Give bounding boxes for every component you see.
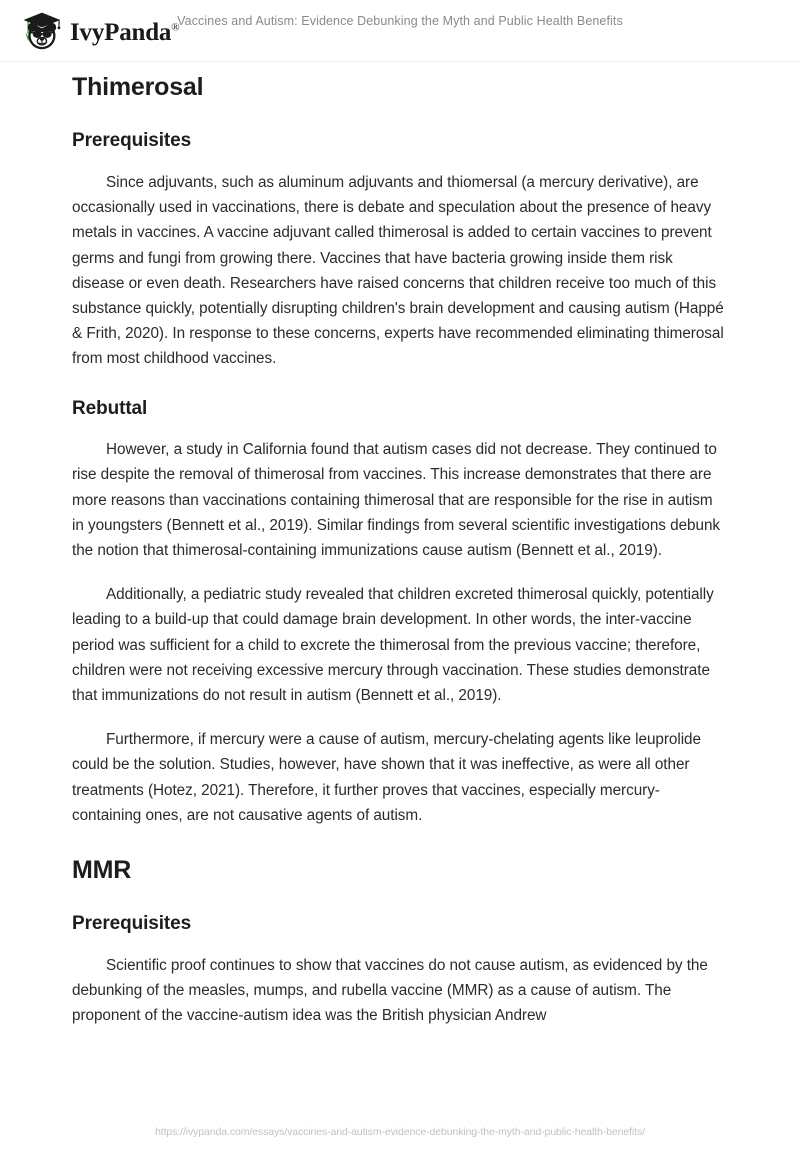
page-header: [0, 0, 800, 62]
paragraph-rebuttal-1: However, a study in California found that autism cases did not decrease. They continued to rise despite the removal of thimerosal from vaccines. This increase demonstrates that there are more reasons than vaccinations containing thimerosal that are responsible for the rise in autism in youngsters (Bennett et al., 2019). Similar findings from several scientific investigations debunk the notion that thimerosal-containing immunizations cause autism (Bennett et al., 2019).: [72, 441, 720, 560]
registered-trademark-icon: ®: [171, 21, 180, 34]
source-url[interactable]: https://ivypanda.com/essays/vaccines-and-autism-evidence-debunking-the-myth-and-public-health-benefits/: [155, 1126, 645, 1138]
brand-name: IvyPanda®: [70, 18, 180, 46]
page-footer: [0, 1116, 800, 1160]
paragraph-rebuttal-3: Furthermore, if mercury were a cause of autism, mercury-chelating agents like leuprolide could be the solution. Studies, however, have shown that it was ineffective, as were all other treatments (Hotez, 2021). Therefore, it further proves that vaccines, especially mercury-containing ones, are not causative agents of autism.: [72, 731, 701, 824]
section-heading-mmr: MMR: [72, 856, 132, 885]
subheading-prerequisites-mmr: Prerequisites: [72, 913, 192, 935]
paragraph-rebuttal-2: Additionally, a pediatric study revealed that children excreted thimerosal quickly, potentially leading to a build-up that could damage brain development. In other words, the inter-vaccine period was sufficient for a child to excrete the thimerosal from the previous vaccine; therefore, children were not receiving excessive mercury through vaccination. These studies demonstrate that immunizations do not result in autism (Bennett et al., 2019).: [72, 586, 714, 705]
paragraph-thimerosal-prerequisites: Since adjuvants, such as aluminum adjuvants and thiomersal (a mercury derivative), are occasionally used in vaccinations, there is debate and speculation about the presence of heavy metals in vaccines. A vaccine adjuvant called thimerosal is added to certain vaccines to prevent germs and fungi from growing there. Vaccines that have bacteria growing inside them risk disease or even death. Researchers have raised concerns that children receive too much of this substance quickly, potentially disrupting children's brain development and causing autism (Happé & Frith, 2020). In response to these concerns, experts have recommended eliminating thimerosal from most childhood vaccines.: [72, 173, 724, 368]
subheading-prerequisites-thimerosal: Prerequisites: [72, 130, 192, 152]
document-body: [72, 72, 724, 1029]
subheading-rebuttal-thimerosal: Rebuttal: [72, 397, 148, 419]
paragraph-mmr-prerequisites: Scientific proof continues to show that vaccines do not cause autism, as evidenced by the debunking of the measles, mumps, and rubella vaccine (MMR) as a cause of autism. The proponent of the vaccine-autism idea was the British physician Andrew: [72, 957, 708, 1025]
section-heading-thimerosal: Thimerosal: [72, 73, 204, 101]
document-title: Vaccines and Autism: Evidence Debunking the Myth and Public Health Benefits: [177, 14, 623, 28]
